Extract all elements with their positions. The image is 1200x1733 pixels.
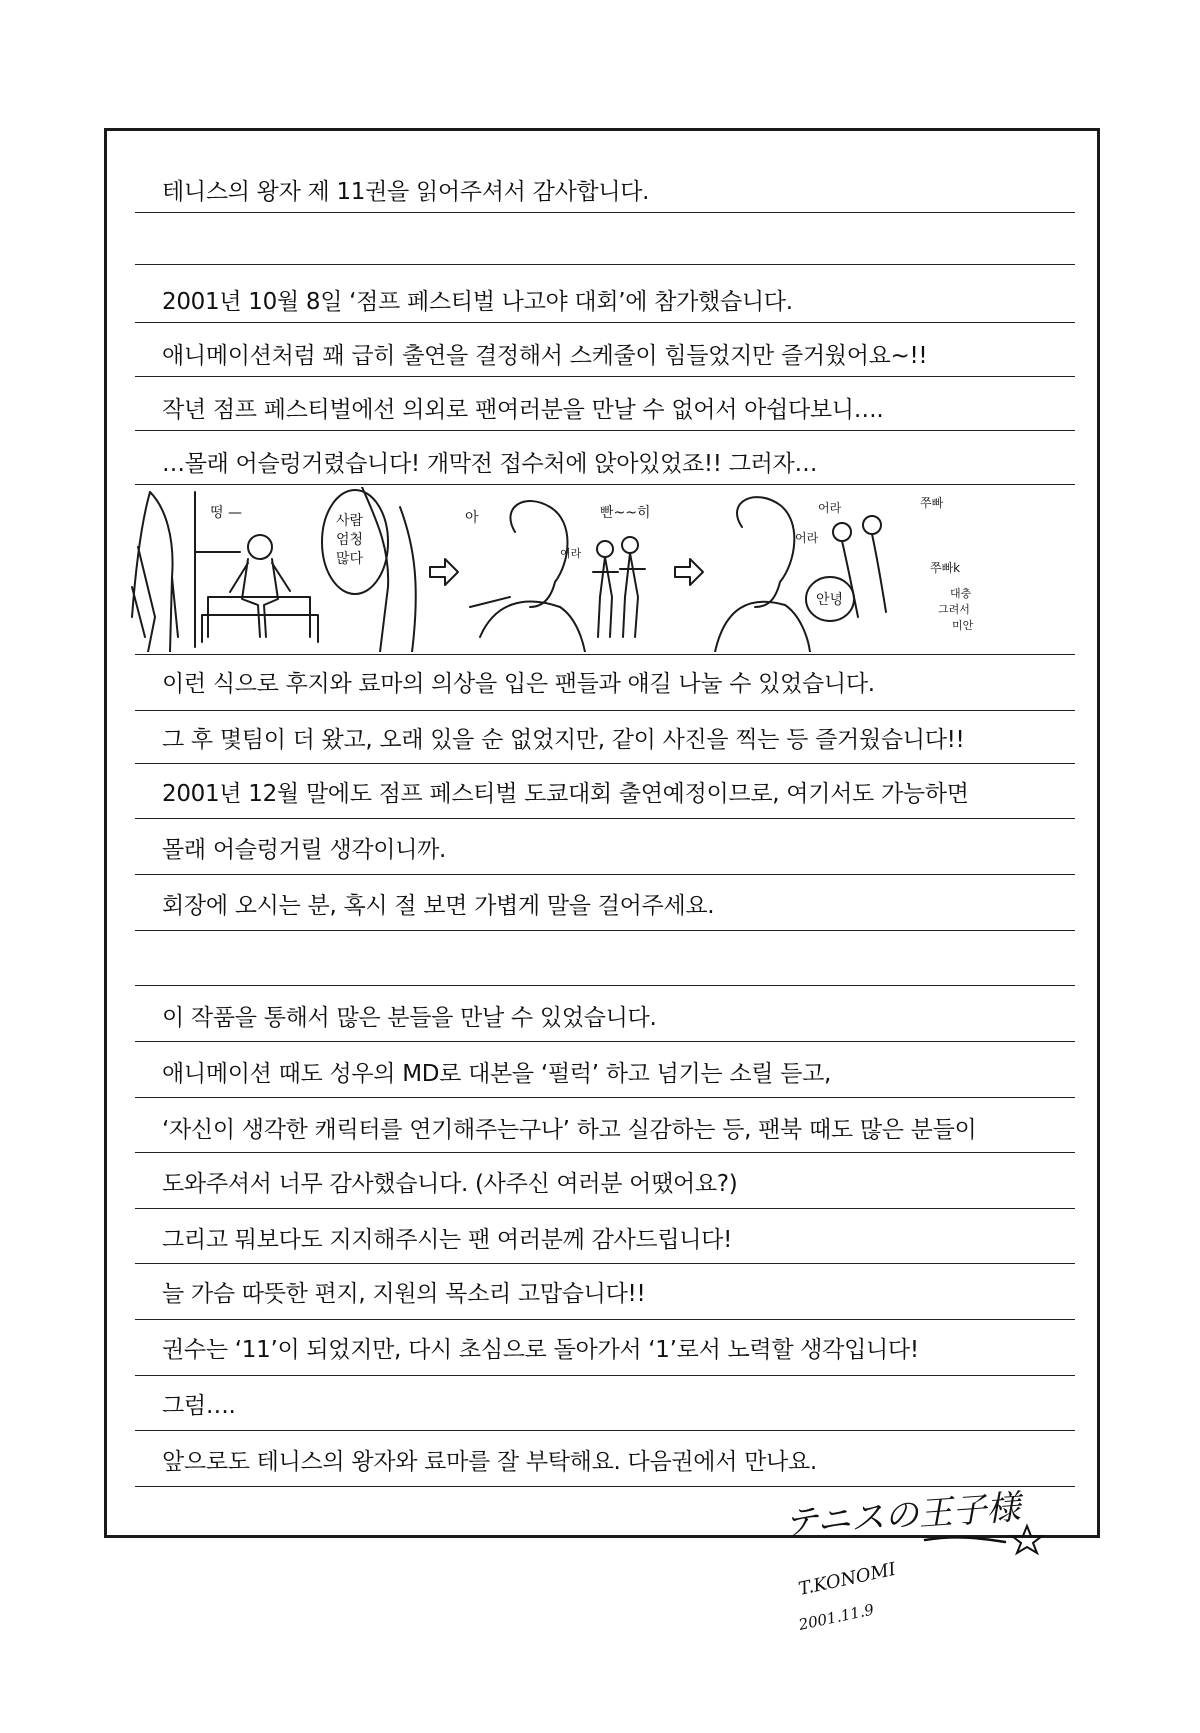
text-line: 그럼…. — [162, 1393, 236, 1419]
text-line: 이런 식으로 후지와 료마의 의상을 입은 팬들과 얘길 나눌 수 있었습니다. — [162, 671, 875, 697]
sfx-text: 어라 — [560, 547, 582, 560]
apology-text: 대충 — [950, 587, 972, 600]
sfx-text: 쭈빠k — [930, 561, 961, 575]
sketch-fans — [593, 553, 645, 637]
arrow-icon — [675, 559, 703, 585]
text-line: 앞으로도 테니스의 왕자와 료마를 잘 부탁해요. 다음권에서 만나요. — [162, 1449, 817, 1475]
sfx-text: 어라 — [795, 531, 819, 545]
text-line: 애니메이션처럼 꽤 급히 출연을 결정해서 스케줄이 힘들었지만 즐거웠어요~!! — [162, 343, 928, 369]
ruled-line — [135, 710, 1075, 711]
sketch-standing-right — [362, 487, 416, 652]
sketch-fans-2 — [842, 534, 886, 617]
signature-date: 2001.11.9 — [797, 1600, 876, 1634]
bubble-text: 많다 — [336, 551, 364, 567]
ruled-line — [135, 930, 1075, 931]
sfx-text: 빤~~히 — [600, 505, 651, 521]
text-line: 그리고 뭐보다도 지지해주시는 팬 여러분께 감사드립니다! — [162, 1227, 733, 1253]
apology-text: 미안 — [952, 619, 974, 632]
text-line: …몰래 어슬렁거렸습니다! 개막전 접수처에 앉아있었죠!! 그러자… — [162, 451, 818, 477]
signature-title: テニスの王子様 — [782, 1487, 1022, 1544]
ruled-line — [135, 763, 1075, 764]
sfx-text: 아 — [465, 510, 479, 526]
ruled-line — [135, 985, 1075, 986]
ruled-line — [135, 212, 1075, 213]
ruled-line — [135, 264, 1075, 265]
ruled-line — [135, 1375, 1075, 1376]
text-line: 회장에 오시는 분, 혹시 절 보면 가볍게 말을 걸어주세요. — [162, 893, 715, 919]
ruled-line — [135, 1152, 1075, 1153]
ruled-line — [135, 322, 1075, 323]
star-icon — [1012, 1526, 1042, 1553]
text-line: 2001년 10월 8일 ‘점프 페스티벌 나고야 대회’에 참가했습니다. — [162, 289, 793, 315]
text-line: 몰래 어슬렁거릴 생각이니까. — [162, 837, 447, 863]
text-line: 늘 가슴 따뜻한 편지, 지원의 목소리 고맙습니다!! — [162, 1281, 646, 1307]
ruled-line — [135, 376, 1075, 377]
text-line: 2001년 12월 말에도 점프 페스티벌 도쿄대회 출연예정이므로, 여기서도 가능하면 — [162, 781, 969, 807]
text-line: 애니메이션 때도 성우의 MD로 대본을 ‘펄럭’ 하고 넘기는 소릴 듣고, — [162, 1061, 832, 1087]
greeting-text: 안녕 — [816, 592, 844, 608]
text-line: 도와주셔서 너무 감사했습니다. (사주신 여러분 어땠어요?) — [162, 1171, 738, 1197]
text-line: 작년 점프 페스티벌에선 의외로 팬여러분을 만날 수 없어서 아쉽다보니…. — [162, 397, 884, 423]
ruled-line — [135, 1263, 1075, 1264]
sfx-text: 떵 — — [210, 505, 242, 521]
page-frame — [104, 128, 1100, 1538]
ruled-line — [135, 1208, 1075, 1209]
sketch-head-back — [510, 501, 567, 607]
signature-author: T.KONOMI — [796, 1558, 898, 1600]
ruled-line — [135, 874, 1075, 875]
sketch-shoulder-2 — [715, 602, 810, 652]
sketch-figure-coat — [132, 492, 178, 652]
sketch-shoulder — [470, 597, 585, 652]
ruled-line — [135, 1319, 1075, 1320]
ruled-line — [135, 1097, 1075, 1098]
text-line: 이 작품을 통해서 많은 분들을 만날 수 있었습니다. — [162, 1005, 657, 1031]
ruled-line — [135, 430, 1075, 431]
sketch-head-back-2 — [737, 497, 794, 607]
signature-stroke — [925, 1537, 1005, 1542]
text-line: 그 후 몇팀이 더 왔고, 오래 있을 순 없었지만, 같이 사진을 찍는 등 즐거웠습니다!! — [162, 727, 965, 753]
ruled-line — [135, 484, 1075, 485]
author-signature — [780, 1480, 1100, 1695]
text-line: 테니스의 왕자 제 11권을 읽어주셔서 감사합니다. — [162, 179, 650, 205]
sfx-text: 쭈빠 — [920, 496, 944, 510]
sketch-seated-head — [248, 535, 272, 559]
text-line: 권수는 ‘11’이 되었지만, 다시 초심으로 돌아가서 ‘1’로서 노력할 생각입니다! — [162, 1337, 919, 1363]
ruled-line — [135, 818, 1075, 819]
bubble-text: 엄청 — [336, 532, 364, 548]
sketch-strip — [130, 487, 1080, 652]
ruled-line — [135, 1041, 1075, 1042]
ruled-line — [135, 654, 1075, 655]
bubble-text: 사람 — [336, 513, 364, 529]
sfx-text: 어라 — [818, 501, 842, 515]
text-line: ‘자신이 생각한 캐릭터를 연기해주는구나’ 하고 실감하는 등, 팬북 때도 많은 분들이 — [162, 1117, 977, 1143]
apology-text: 그려서 — [938, 603, 970, 616]
arrow-icon — [430, 559, 458, 585]
ruled-line — [135, 1430, 1075, 1431]
